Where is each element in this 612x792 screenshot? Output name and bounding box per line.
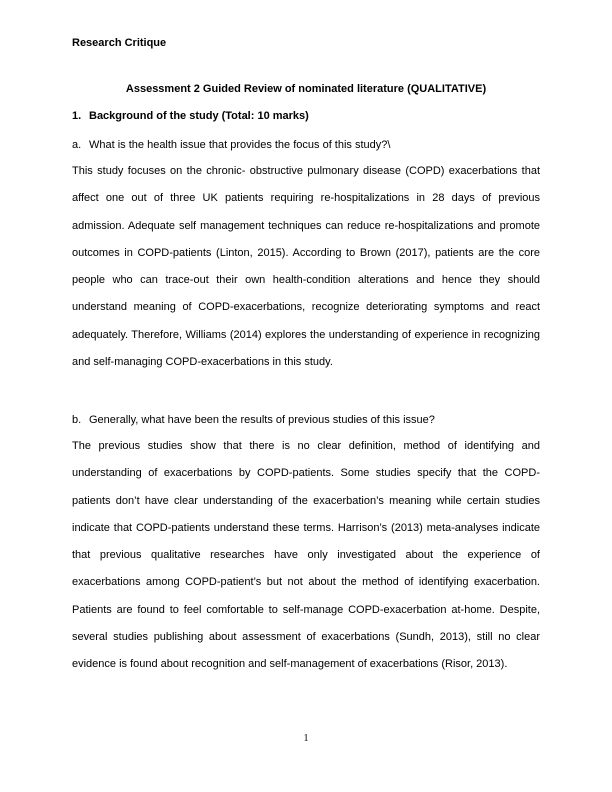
running-head: Research Critique [72, 37, 167, 49]
question-b-letter: b. [72, 414, 82, 426]
section-number: 1. [72, 110, 82, 122]
section-heading-text: Background of the study (Total: 10 marks) [89, 110, 309, 122]
answer-a-paragraph: This study focuses on the chronic- obstructive pulmonary disease (COPD) exacerbations that affect one out of three UK patients requiring re-hospitalizations in 28 days of previous admission. Adequate self management techniques can reduce re-hospitalizations and promote outcomes in COPD-patients (Linton, 2015). According to Brown (2017), patients are the core people who can trace-out their own health-condition alterations and hence they should understand meaning of COPD-exacerbations, recognize deteriorating symptoms and react adequately. Therefore, Williams (2014) explores the understanding of experience in recognizing and self-managing COPD-exacerbations in this study. [72, 165, 540, 369]
question-b [72, 413, 435, 427]
section-heading [72, 109, 309, 123]
question-a-letter: a. [72, 139, 82, 151]
question-a [72, 138, 390, 152]
document-title: Assessment 2 Guided Review of nominated literature (QUALITATIVE) [125, 83, 487, 95]
question-a-text: What is the health issue that provides the focus of this study?\ [89, 139, 391, 151]
page-number: 1 [303, 733, 309, 744]
answer-b-paragraph: The previous studies show that there is no clear definition, method of identifying and understanding of exacerbations by COPD-patients. Some studies specify that the COPD-patients don’t have clear understanding of the exacerbation’s meaning while certain studies indicate that COPD-patients understand these terms. Harrison’s (2013) meta-analyses indicate that previous qualitative researches have only investigated about the experience of exacerbations among COPD-patient’s but not about the method of identifying exacerbation. Patients are found to feel comfortable to self-manage COPD-exacerbation at-home. Despite, several studies publishing about assessment of exacerbations (Sundh, 2013), still no clear evidence is found about recognition and self-management of exacerbations (Risor, 2013). [72, 440, 540, 671]
question-b-text: Generally, what have been the results of previous studies of this issue? [89, 414, 435, 426]
